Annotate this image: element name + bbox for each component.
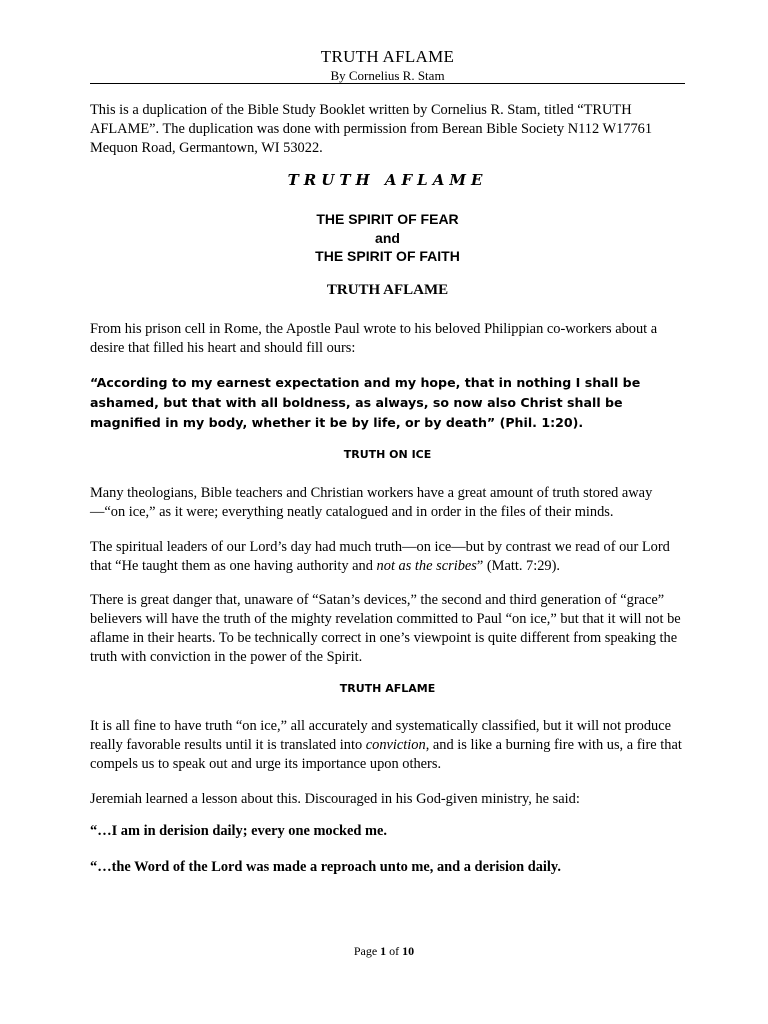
header-title: TRUTH AFLAME (320, 47, 455, 66)
heading-spirit-of-fear: THE SPIRIT OF FEAR (316, 211, 459, 227)
paragraph-4: There is great danger that, unaware of “Satan’s devices,” the second and third generation of “grace” believers will have the truth of the mighty revelation committed to Paul “on ice,” but that it will not be aflame in their hearts. To be technically correct in one’s viewpoint is quite different from speaking the truth with conviction in the power of the Spirit. (90, 592, 681, 665)
intro-paragraph: This is a duplication of the Bible Study Booklet written by Cornelius R. Stam, titled “TRUTH AFLAME”. The duplication was done with permission from Berean Bible Society N112 W17761 Mequon Road, Germantown, WI 53022. (90, 102, 653, 156)
paragraph-5 (90, 717, 685, 774)
footer-of-word: of (389, 944, 400, 958)
section-headings (90, 210, 685, 266)
heading-and: and (375, 229, 400, 246)
subheading-truth-on-ice: TRUTH ON ICE (343, 448, 432, 461)
header-rule (90, 83, 685, 84)
footer-page-word: Page (353, 944, 378, 958)
paragraph-5-emphasis: conviction (365, 737, 426, 753)
page-footer (0, 944, 768, 959)
heading-spirit-of-faith: THE SPIRIT OF FAITH (315, 248, 460, 264)
paragraph-5-part-a: It is all fine to have truth “on ice,” all accurately and systematically classified, but it will not produce really favorable results until it is translated into (90, 718, 672, 753)
paragraph-3-part-b: ” (Matt. 7:29). (476, 558, 561, 574)
paragraph-3 (90, 538, 685, 576)
footer-page-total: 10 (402, 944, 415, 958)
bible-quote-phil: “According to my earnest expectation and my hope, that in nothing I shall be ashamed, but that with all boldness, as always, so now also Christ shall be magnified in my body, whether it be by life, or by death” (Phil. 1:20). (90, 375, 641, 430)
header-byline: By Cornelius R. Stam (330, 68, 445, 83)
paragraph-2: Many theologians, Bible teachers and Christian workers have a great amount of truth stored away—“on ice,” as it were; everything neatly catalogued and in order in the files of their minds. (90, 485, 653, 520)
paragraph-3-part-a: The spiritual leaders of our Lord’s day had much truth—on ice—but by contrast we read of our Lord that “He taught them as one having authority and (90, 539, 670, 574)
subheading-truth-aflame: TRUTH AFLAME (339, 682, 436, 695)
heading-truth-aflame: TRUTH AFLAME (326, 282, 449, 298)
paragraph-3-emphasis: not as the scribes (376, 558, 477, 574)
paragraph-5-part-b: , and is like a burning fire with us, a fire that compels us to speak out and urge its importance upon others. (90, 737, 682, 772)
paragraph-6: Jeremiah learned a lesson about this. Discouraged in his God-given ministry, he said: (90, 791, 580, 807)
jeremiah-quote-2: “…the Word of the Lord was made a reproach unto me, and a derision daily. (90, 859, 561, 875)
jeremiah-quote-1: “…I am in derision daily; every one mocked me. (90, 823, 387, 839)
footer-page-number: 1 (380, 944, 387, 958)
paragraph-1: From his prison cell in Rome, the Apostle Paul wrote to his beloved Philippian co-workers about a desire that filled his heart and should fill ours: (90, 321, 658, 356)
decorative-title: TRUTH AFLAME (287, 171, 488, 189)
